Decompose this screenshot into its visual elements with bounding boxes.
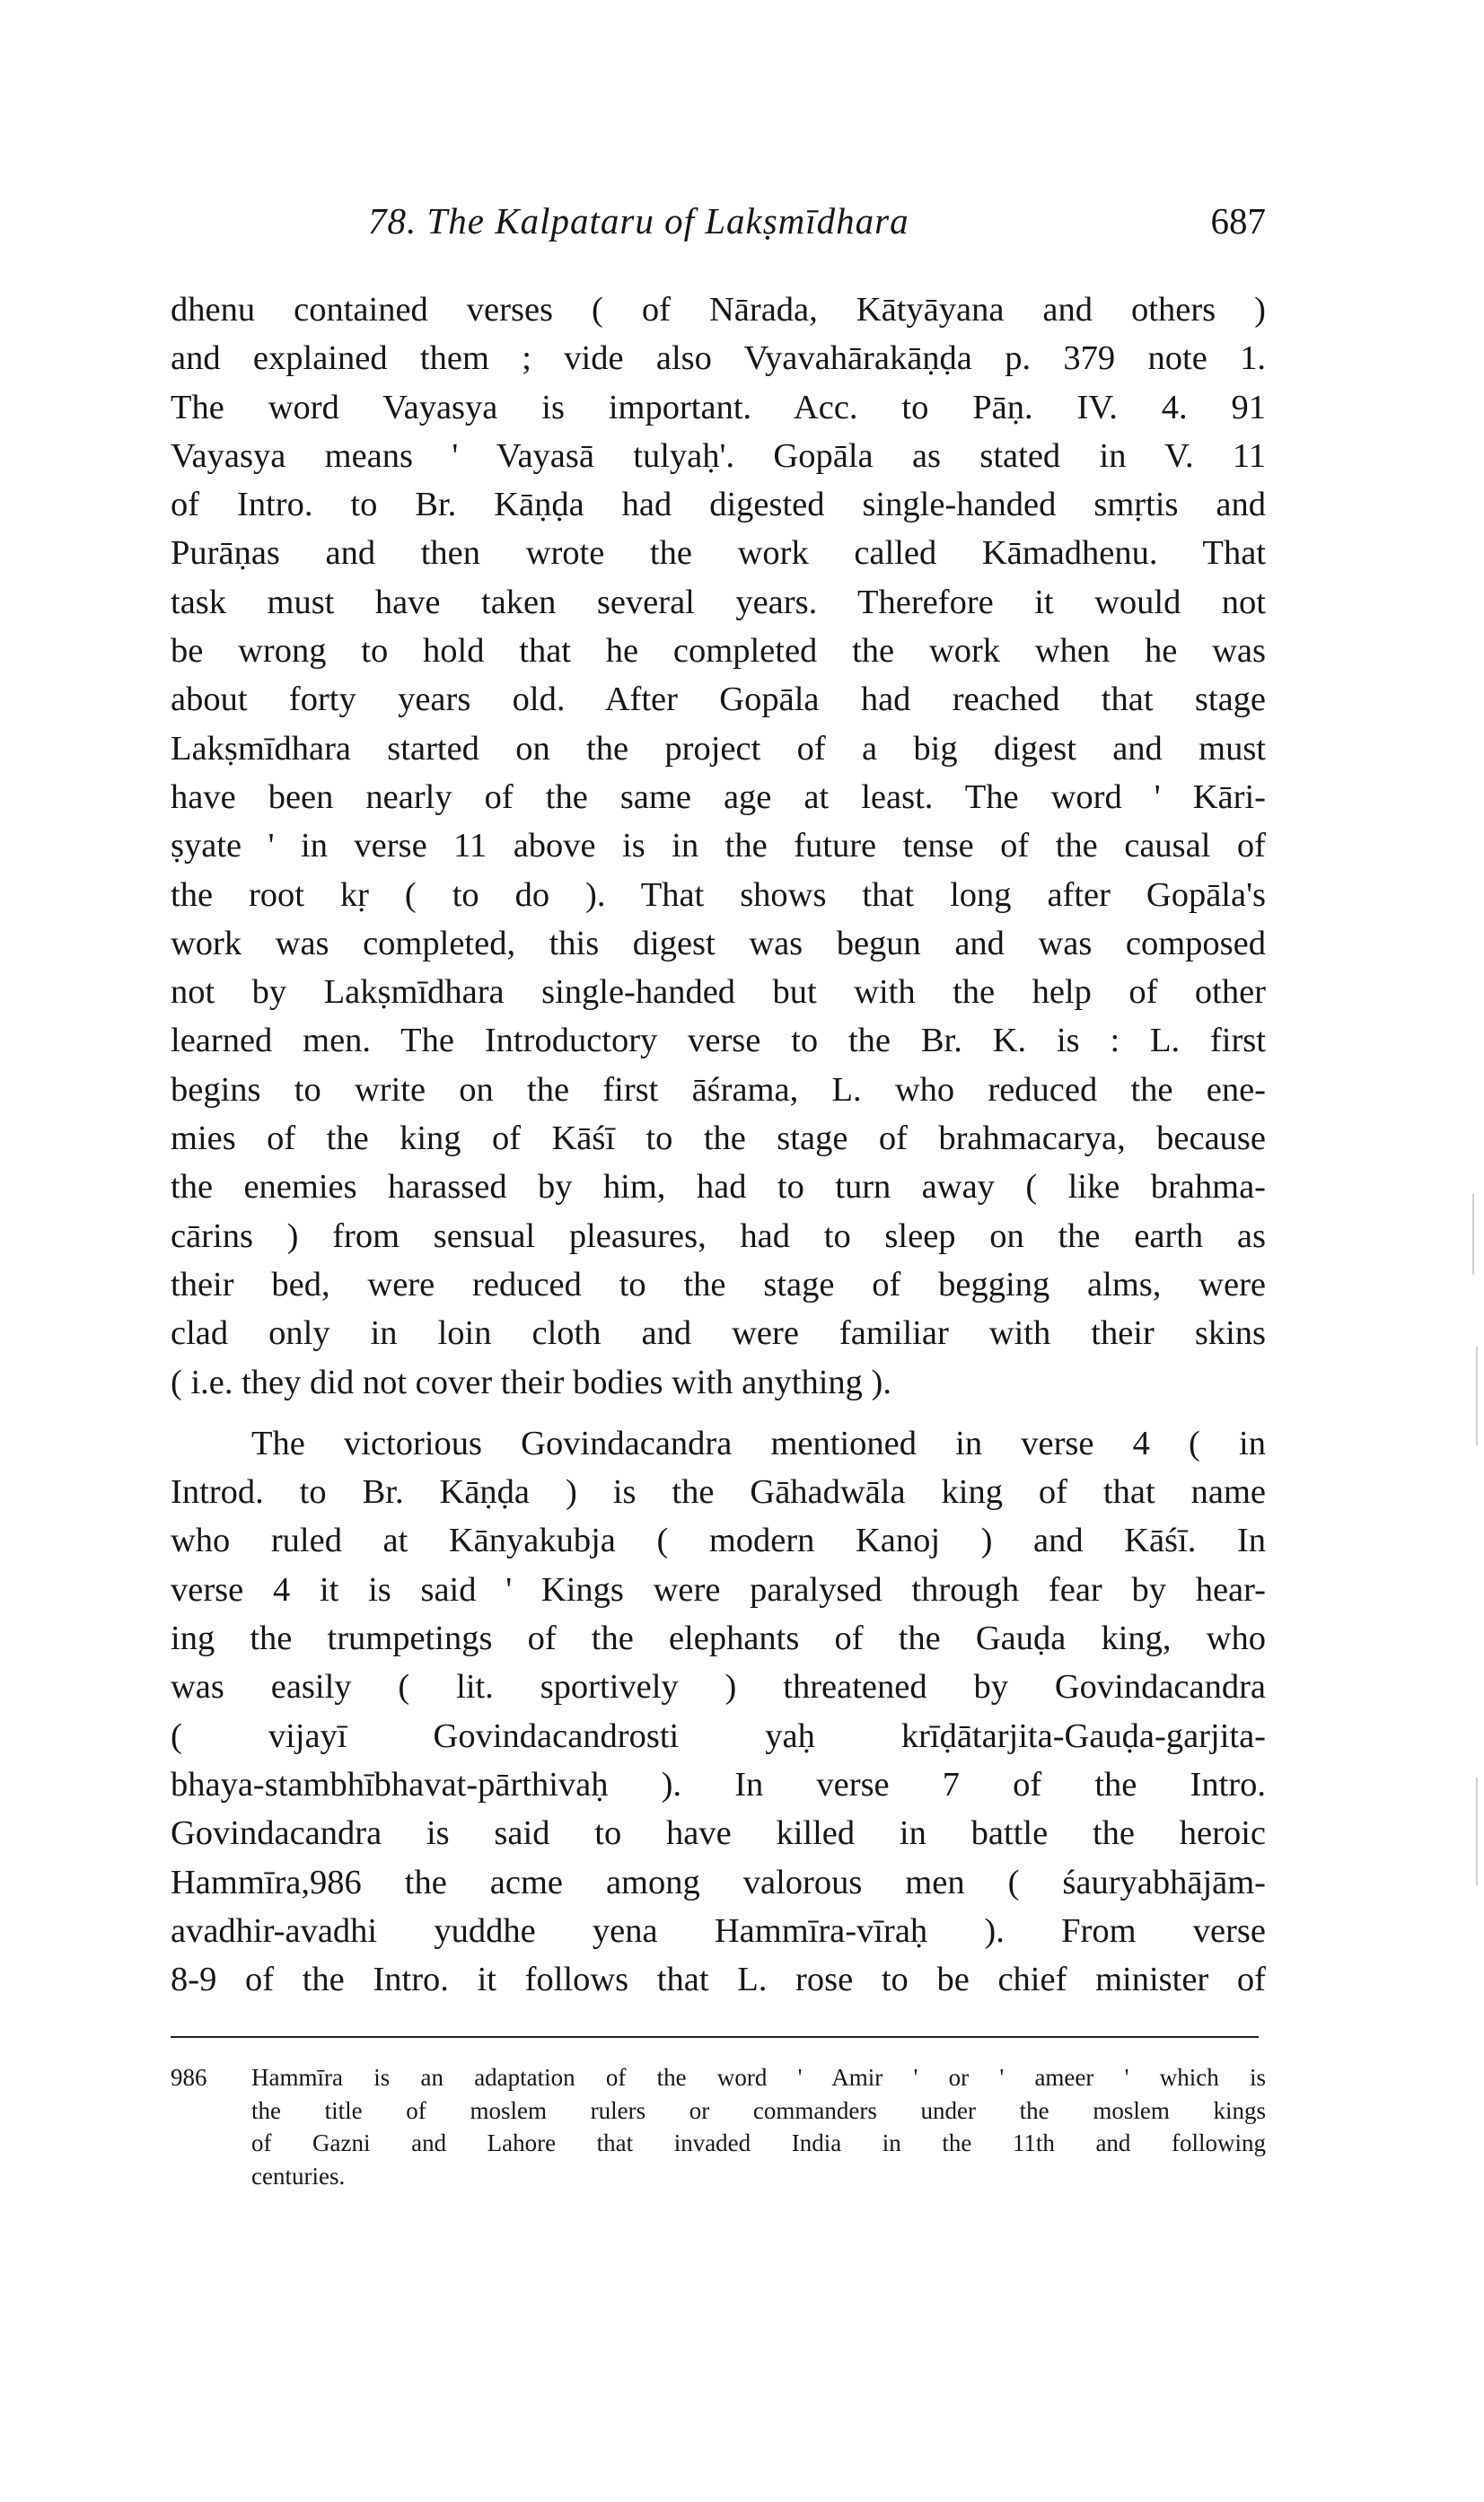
- text-line: work was completed, this digest was begun and was composed: [171, 924, 1266, 962]
- footnote-text: Hammīra is an adaptation of the word ' Amir ' or ' ameer ' which is: [251, 2064, 1266, 2091]
- text-line: begins to write on the first āśrama, L. who reduced the ene-: [171, 1070, 1266, 1109]
- text-line: Hammīra,986 the acme among valorous men ( śauryabhājām-: [171, 1863, 1266, 1901]
- text-line: about forty years old. After Gopāla had reached that stage: [171, 680, 1266, 719]
- text-line: ing the trumpetings of the elephants of the Gauḍa king, who: [171, 1620, 1266, 1658]
- text-line: The victorious Govindacandra mentioned in verse 4 ( in: [251, 1424, 1266, 1462]
- paragraph-2: [171, 1419, 1266, 2005]
- running-header: [171, 199, 1266, 253]
- text-line: cārins ) from sensual pleasures, had to sleep on the earth as: [171, 1216, 1266, 1255]
- text-line: bhaya-stambhībhavat-pārthivaḥ ). In verse 7 of the Intro.: [171, 1765, 1266, 1804]
- scan-edge-mark: [1476, 1347, 1478, 1445]
- text-line: learned men. The Introductory verse to the Br. K. is : L. first: [171, 1022, 1266, 1060]
- scan-edge-mark: [1472, 1194, 1474, 1275]
- text-line: was easily ( lit. sportively ) threatened by Govindacandra: [171, 1668, 1266, 1707]
- text-line: The word Vayasya is important. Acc. to Pāṇ. IV. 4. 91: [171, 388, 1266, 426]
- text-line: their bed, were reduced to the stage of begging alms, were: [171, 1265, 1266, 1304]
- text-line: and explained them ; vide also Vyavahārakāṇḍa p. 379 note 1.: [171, 339, 1266, 378]
- text-line: Vayasya means ' Vayasā tulyaḥ'. Gopāla as stated in V. 11: [171, 436, 1266, 475]
- text-line: Purāṇas and then wrote the work called Kāmadhenu. That: [171, 534, 1266, 573]
- text-line: Introd. to Br. Kāṇḍa ) is the Gāhadwāla king of that name: [171, 1473, 1266, 1512]
- text-line: of Intro. to Br. Kāṇḍa had digested single-handed smṛtis and: [171, 486, 1266, 524]
- text-line: avadhir-avadhi yuddhe yena Hammīra-vīraḥ ). From verse: [171, 1911, 1266, 1950]
- body-text: [171, 285, 1266, 2004]
- text-line: the enemies harassed by him, had to turn away ( like brahma-: [171, 1168, 1266, 1207]
- text-line: not by Lakṣmīdhara single-handed but with the help of other: [171, 973, 1266, 1012]
- footnote-number: 986: [171, 2064, 207, 2091]
- text-line: verse 4 it is said ' Kings were paralysed through fear by hear-: [171, 1570, 1266, 1609]
- text-line: who ruled at Kānyakubja ( modern Kanoj ) and Kāśī. In: [171, 1522, 1266, 1560]
- footnote: [171, 2061, 1266, 2192]
- running-title: 78. The Kalpataru of Lakṣmīdhara: [368, 200, 909, 241]
- text-line: have been nearly of the same age at least. The word ' Kāri-: [171, 777, 1266, 816]
- footnote-line: the title of moslem rulers or commanders under the moslem kings: [251, 2096, 1266, 2124]
- text-line: mies of the king of Kāśī to the stage of brahmacarya, because: [171, 1119, 1266, 1158]
- text-line: be wrong to hold that he completed the work when he was: [171, 632, 1266, 671]
- text-line: Govindacandra is said to have killed in battle the heroic: [171, 1814, 1266, 1853]
- text-line: Lakṣmīdhara started on the project of a big digest and must: [171, 729, 1266, 768]
- text-line: ṣyate ' in verse 11 above is in the future tense of the causal of: [171, 827, 1266, 865]
- paragraph-1: [171, 285, 1266, 1407]
- page-number: 687: [1210, 200, 1266, 241]
- footnote-line: centuries.: [251, 2162, 346, 2190]
- text-line: task must have taken several years. Therefore it would not: [171, 583, 1266, 621]
- text-line: clad only in loin cloth and were familiar with their skins: [171, 1314, 1266, 1353]
- text-line: ( vijayī Govindacandrosti yaḥ krīḍātarjita-Gauḍa-garjita-: [171, 1716, 1266, 1755]
- text-line: dhenu contained verses ( of Nārada, Kātyāyana and others ): [171, 291, 1266, 329]
- footnote-line: of Gazni and Lahore that invaded India in the 11th and following: [251, 2129, 1266, 2156]
- footnote-line: [171, 2061, 1266, 2094]
- scan-edge-mark: [1476, 1778, 1478, 1885]
- text-line: 8-9 of the Intro. it follows that L. rose to be chief minister of: [171, 1961, 1266, 1999]
- text-line: ( i.e. they did not cover their bodies with anything ).: [171, 1363, 891, 1401]
- footnote-divider: [171, 2036, 1259, 2038]
- text-line: the root kṛ ( to do ). That shows that long after Gopāla's: [171, 875, 1266, 914]
